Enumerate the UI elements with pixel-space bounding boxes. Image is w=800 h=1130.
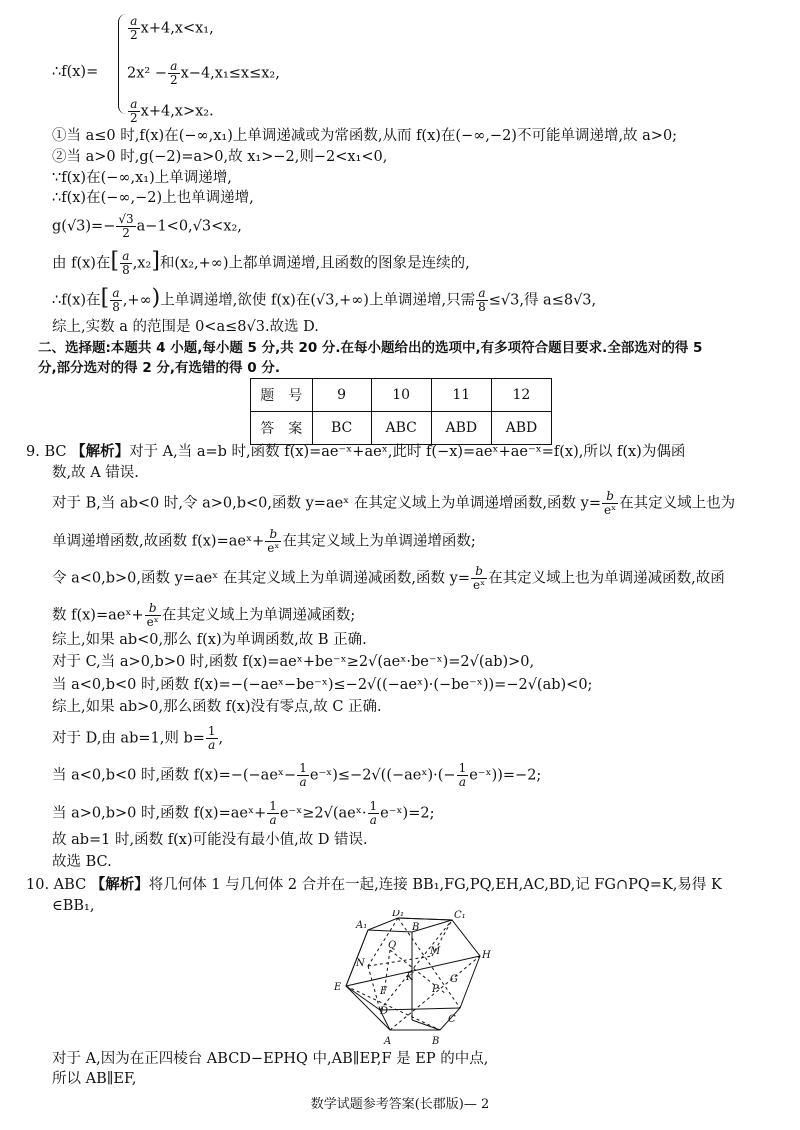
piecewise-case-2: 2x² − $\frac{a}{2}$ x−4,x₁≤x≤x₂,	[127, 59, 280, 87]
q10-line: ∈BB₁,	[52, 898, 95, 914]
svg-text:B: B	[432, 1036, 440, 1047]
svg-text:A₁: A₁	[356, 920, 368, 931]
q9-line: 当 a>0,b>0 时,函数 f(x)=aeˣ+ $\frac{1}{a}$ e⁻ˣ≥2√(aeˣ· $\frac{1}{a}$ e⁻ˣ)=2;	[52, 799, 435, 827]
table-cell: ABD	[431, 412, 491, 445]
table-row	[251, 412, 552, 445]
svg-text:N: N	[356, 958, 365, 969]
svg-text:M: M	[430, 946, 441, 957]
page-footer: 数学试题参考答案(长郡版)— 2	[310, 1097, 490, 1112]
piecewise-case-3: $\frac{a}{2}$ x+4,x>x₂.	[130, 97, 214, 125]
q9-line: 故 ab=1 时,函数 f(x)可能没有最小值,故 D 错误.	[52, 832, 368, 848]
svg-text:D: D	[380, 1006, 389, 1017]
answer-table	[250, 378, 552, 445]
table-cell: 12	[491, 379, 551, 412]
table-cell: 11	[431, 379, 491, 412]
text-line: g(√3)=− $\frac{√3}{2}$ a−1<0,√3<x₂,	[52, 212, 242, 240]
piecewise-brace	[118, 14, 127, 114]
table-row	[251, 379, 552, 412]
q9-line: 当 a<0,b<0 时,函数 f(x)=−(−aeˣ− $\frac{1}{a}$ e⁻ˣ)≤−2√((−aeˣ)·(− $\frac{1}{a}$ e⁻ˣ))=−2;	[52, 761, 542, 789]
svg-text:K: K	[406, 972, 414, 983]
svg-text:B: B	[412, 922, 420, 933]
q9-line: 综上,如果 ab<0,那么 f(x)为单调函数,故 B 正确.	[52, 632, 367, 648]
q9-line: 当 a<0,b<0 时,函数 f(x)=−(−aeˣ−be⁻ˣ)≤−2√((−aeˣ)·(−be⁻ˣ))=−2√(ab)<0;	[52, 677, 593, 693]
table-cell: ABC	[371, 412, 431, 445]
table-cell: ABD	[491, 412, 551, 445]
text-line: 由 f(x)在[ $\frac{a}{8}$ ,x₂]和(x₂,+∞)上都单调递增,且函数的图象是连续的,	[52, 248, 470, 277]
table-cell: 10	[371, 379, 431, 412]
q10-line: 对于 A,因为在正四棱台 ABCD−EPHQ 中,AB∥EP,F 是 EP 的中点,	[52, 1051, 489, 1067]
q10-line: 10. ABC 【解析】将几何体 1 与几何体 2 合并在一起,连接 BB₁,FG,PQ,EH,AC,BD,记 FG∩PQ=K,易得 K	[26, 877, 722, 893]
table-cell: 答 案	[251, 412, 313, 445]
svg-text:C: C	[448, 1014, 456, 1025]
q9-line: 对于 D,由 ab=1,则 b= $\frac{1}{a}$ ,	[52, 724, 224, 752]
svg-text:D₁: D₁	[392, 910, 405, 919]
geometry-figure	[320, 910, 500, 1050]
text-line: ①当 a≤0 时,f(x)在(−∞,x₁)上单调递减或为常函数,从而 f(x)在(−∞,−2)不可能单调递增,故 a>0;	[52, 128, 678, 144]
q9-line: 对于 B,当 ab<0 时,令 a>0,b<0,函数 y=aeˣ 在其定义域上为单调递增函数,函数 y= $\frac{b}{\text{eˣ}}$ 在其定义域上也为	[52, 489, 736, 517]
svg-text:C₁: C₁	[454, 910, 466, 921]
q9-line: 令 a<0,b>0,函数 y=aeˣ 在其定义域上为单调递减函数,函数 y= $\frac{b}{\text{eˣ}}$ 在其定义域上也为单调递减函数,故函	[52, 564, 725, 592]
q10-line: 所以 AB∥EF,	[52, 1071, 137, 1087]
q9-line: 9. BC 【解析】对于 A,当 a=b 时,函数 f(x)=ae⁻ˣ+aeˣ,此时 f(−x)=aeˣ+ae⁻ˣ=f(x),所以 f(x)为偶函	[26, 444, 686, 460]
q9-line: 故选 BC.	[52, 854, 112, 870]
svg-text:F: F	[380, 986, 387, 997]
q9-line: 综上,如果 ab>0,那么函数 f(x)没有零点,故 C 正确.	[52, 699, 382, 715]
text-line: 综上,实数 a 的范围是 0<a≤8√3.故选 D.	[52, 319, 319, 335]
text-line: ∴f(x)在[ $\frac{a}{8}$ ,+∞)上单调递增,欲使 f(x)在(√3,+∞)上单调递增,只需 $\frac{a}{8}$ ≤√3,得 a≤8√3,	[52, 285, 597, 314]
svg-text:P: P	[432, 984, 439, 995]
piecewise-lead: ∴f(x)=	[52, 64, 99, 80]
text-line: ∵f(x)在(−∞,x₁)上单调递增,	[52, 170, 232, 186]
piecewise-case-1: $\frac{a}{2}$ x+4,x<x₁,	[130, 14, 214, 42]
q9-line: 单调递增函数,故函数 f(x)=aeˣ+ $\frac{b}{\text{eˣ}}$ 在其定义域上为单调递增函数;	[52, 527, 476, 555]
text-line: ∴f(x)在(−∞,−2)上也单调递增,	[52, 190, 254, 206]
svg-text:E: E	[334, 982, 342, 993]
svg-text:G: G	[450, 974, 458, 985]
svg-text:A: A	[384, 1036, 392, 1047]
q9-line: 数,故 A 错误.	[52, 465, 139, 481]
svg-text:H: H	[482, 950, 491, 961]
section-heading: 分,部分选对的得 2 分,有选错的得 0 分.	[38, 360, 280, 376]
text-line: ②当 a>0 时,g(−2)=a>0,故 x₁>−2,则−2<x₁<0,	[52, 149, 388, 165]
table-cell: 题 号	[251, 379, 313, 412]
section-heading: 二、选择题:本题共 4 小题,每小题 5 分,共 20 分.在每小题给出的选项中,有多项符合题目要求.全部选对的得 5	[38, 340, 703, 356]
q9-line: 数 f(x)=aeˣ+ $\frac{b}{\text{eˣ}}$ 在其定义域上为单调递减函数;	[52, 601, 356, 629]
q9-line: 对于 C,当 a>0,b>0 时,函数 f(x)=aeˣ+be⁻ˣ≥2√(aeˣ·be⁻ˣ)=2√(ab)>0,	[52, 654, 535, 670]
table-cell: 9	[312, 379, 371, 412]
table-cell: BC	[312, 412, 371, 445]
svg-text:Q: Q	[388, 940, 397, 951]
